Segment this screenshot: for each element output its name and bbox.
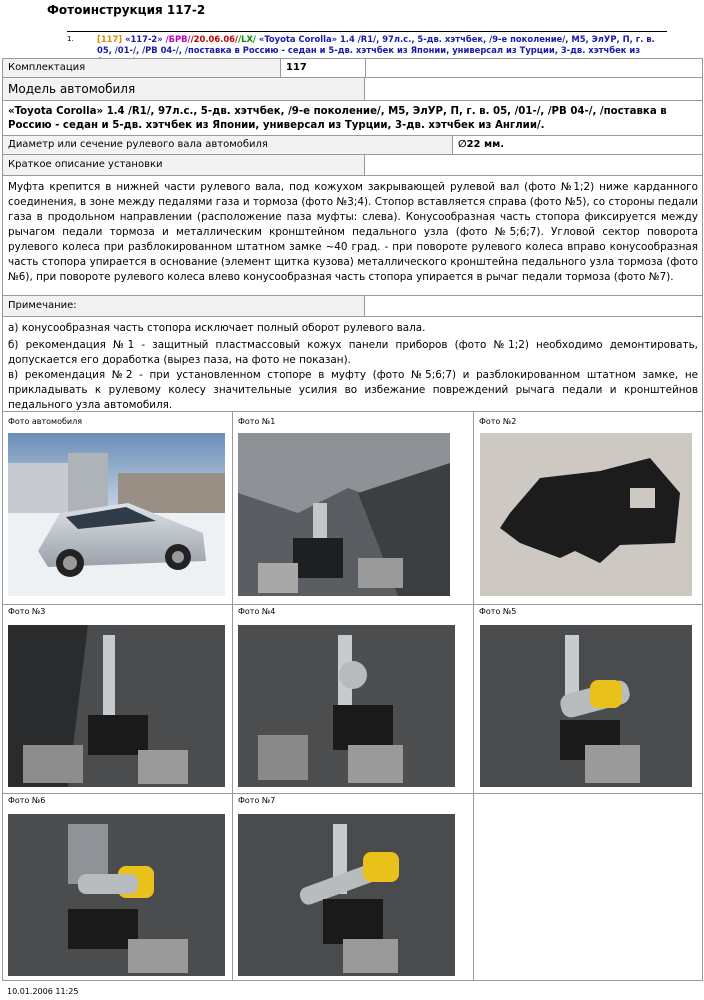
- diameter-label: Диаметр или сечение рулевого вала автомобиля: [8, 139, 268, 150]
- header-code: [117]: [97, 34, 126, 44]
- model-empty-cell: [364, 77, 703, 101]
- photo-2-image: [480, 433, 692, 596]
- photo-7-image: [238, 814, 455, 976]
- diameter-label-cell: [2, 135, 453, 155]
- complect-label-cell: [2, 58, 281, 78]
- diameter-value-cell: [452, 135, 703, 155]
- note-label: Примечание:: [8, 300, 77, 311]
- caption-photo-2: Фото №2: [479, 417, 517, 426]
- note-c: в) рекомендация №2 - при установленном стопоре в муфту (фото №5;6;7) и разблокированном штатном замке, не прикладывать к рулевому колесу значительные усилия во избежание повреждений рычага педали и кронштейнов педального узла автомобиля.: [8, 369, 698, 411]
- complect-value-cell: [280, 58, 366, 78]
- header-tag: /LX/: [238, 34, 259, 44]
- photo-1-image: [238, 433, 450, 596]
- note-b: б) рекомендация №1 - защитный пластмассовый кожух панели приборов (фото №1;2) необходимо демонтировать, допускается его доработка (вырез паза, на фото не показан).: [8, 339, 698, 366]
- model-label: Модель автомобиля: [8, 82, 136, 96]
- model-text: «Toyota Corolla» 1.4 /R1/, 97л.с., 5-дв. хэтчбек, /9-е поколение/, M5, ЭлУР, П, г. в. 05, /01-/, /PВ 04-/, /поставка в Россию - седан и 5-дв. хэтчбек из Японии, универсал из Турции, 3-дв. хэтчбек из Англии/.: [8, 106, 667, 131]
- desc-text-cell: [2, 175, 703, 296]
- footer-timestamp: 10.01.2006 11:25: [7, 987, 79, 996]
- caption-photo-1: Фото №1: [238, 417, 276, 426]
- caption-photo-5: Фото №5: [479, 607, 517, 616]
- page-title: Фотоинструкция 117-2: [47, 3, 206, 17]
- model-label-cell: [2, 77, 365, 101]
- caption-photo-7: Фото №7: [238, 796, 276, 805]
- note-text-cell: [2, 316, 703, 412]
- caption-photo-4: Фото №4: [238, 607, 276, 616]
- photo-6-image: [8, 814, 225, 976]
- caption-photo-6: Фото №6: [8, 796, 46, 805]
- photo-5-image: [480, 625, 692, 787]
- header-number: 1.: [67, 35, 74, 43]
- caption-car: Фото автомобиля: [8, 417, 83, 426]
- complect-label: Комплектация: [8, 62, 86, 73]
- header-description: «Toyota Corolla» 1.4 /R1/, 97л.с., 5-дв. хэтчбек, /9-е поколение/, M5, ЭлУР, П, г. в. 05, /01-/, /PВ 04-/, /поставка в Россию - седан и 5-дв. хэтчбек из Японии, универсал из Турции, 3-дв. хэтчбек из: [97, 34, 655, 55]
- header-author: /БРВ/: [165, 34, 191, 44]
- photo-cell-empty: [473, 793, 703, 981]
- desc-label-cell: [2, 154, 365, 176]
- desc-empty-cell: [364, 154, 703, 176]
- car-photo: [8, 433, 225, 596]
- model-text-cell: [2, 100, 703, 136]
- caption-photo-3: Фото №3: [8, 607, 46, 616]
- header-model-code: «117-2»: [125, 34, 166, 44]
- note-a: а) конусообразная часть стопора исключает полный оборот рулевого вала.: [8, 322, 426, 334]
- complect-value: 117: [286, 62, 307, 73]
- photo-3-image: [8, 625, 225, 787]
- diameter-value: ∅22 мм.: [458, 139, 505, 150]
- header-date: /20.06.06/: [190, 34, 239, 44]
- description-text: Муфта крепится в нижней части рулевого вала, под кожухом закрывающей рулевой вал (фото №1;2) ниже карданного соединения, в зоне между педалями газа и тормоза (фото №3;4). Стопор вставляется справа (фото №5), со стороны педали газа в продольном направлении (расположение паза муфты: слева). Конусообразная часть стопора фиксируется между рычагом педали тормоза и металлическим кронштейном педального узла (фото №5;6;7). Угловой сектор поворота рулевого колеса при разблокированном штатном замке ~40 град. - при повороте рулевого колеса вправо конусообразная часть стопора упирается в основание (элемент щитка кузова) металлического кронштейна педального узла тормоза (фото №6), при повороте рулевого колеса влево конусообразная часть стопора упирается в рычаг педали тормоза (фото №7).: [8, 181, 698, 283]
- header-rule: [67, 31, 667, 32]
- complect-empty-cell: [365, 58, 703, 78]
- desc-label: Краткое описание установки: [8, 159, 163, 170]
- note-empty-cell: [364, 295, 703, 317]
- photo-4-image: [238, 625, 455, 787]
- note-label-cell: [2, 295, 365, 317]
